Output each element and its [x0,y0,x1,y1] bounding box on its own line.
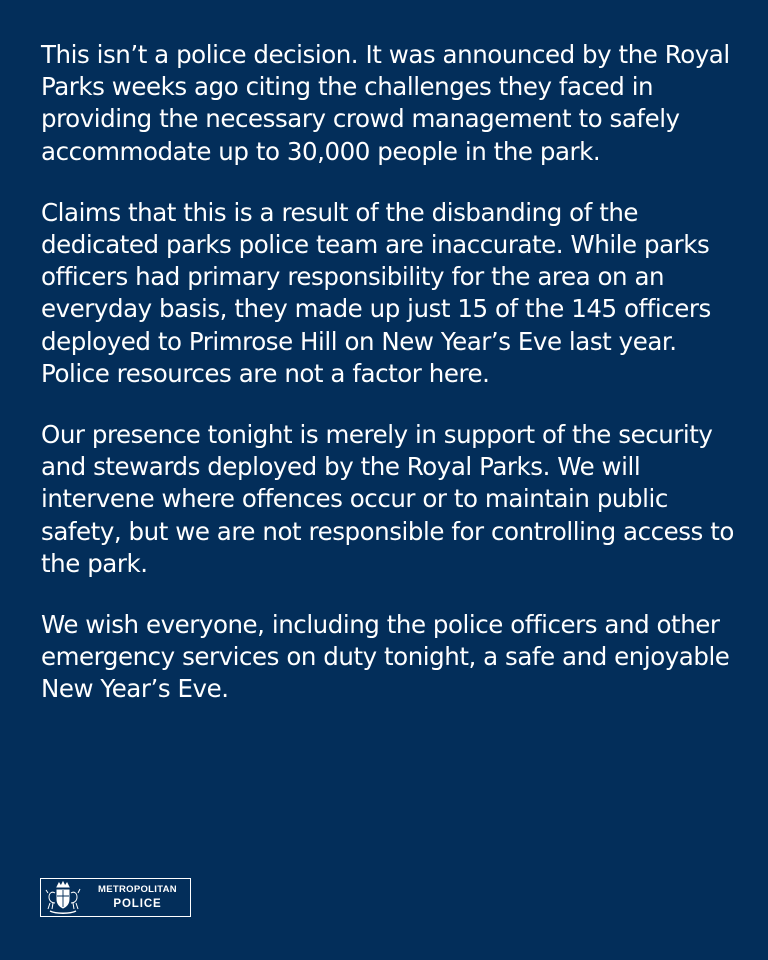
logo-line-2: POLICE [113,897,162,910]
logo-wordmark [85,879,190,916]
statement-paragraph-4: We wish everyone, including the police officers and other emergency services on duty tonight, a safe and enjoyable New Year’s Eve. [41,610,730,704]
logo-line-1: METROPOLITAN [98,884,177,895]
statement-body [41,39,741,735]
statement-paragraph-3: Our presence tonight is merely in support of the security and stewards deployed by the Royal Parks. We will intervene where offences occur or to maintain public safety, but we are not responsible for controlling access to the park. [41,420,734,578]
crest-icon [41,879,85,916]
metropolitan-police-logo [40,878,191,917]
statement-paragraph-2: Claims that this is a result of the disbanding of the dedicated parks police team are inaccurate. While parks officers had primary responsibility for the area on an everyday basis, they made up just 15 of the 145 officers deployed to Primrose Hill on New Year’s Eve last year. Police resources are not a factor here. [41,197,711,388]
statement-paragraph-1: This isn’t a police decision. It was announced by the Royal Parks weeks ago citing the challenges they faced in providing the necessary crowd management to safely accommodate up to 30,000 people in the park. [41,40,730,166]
